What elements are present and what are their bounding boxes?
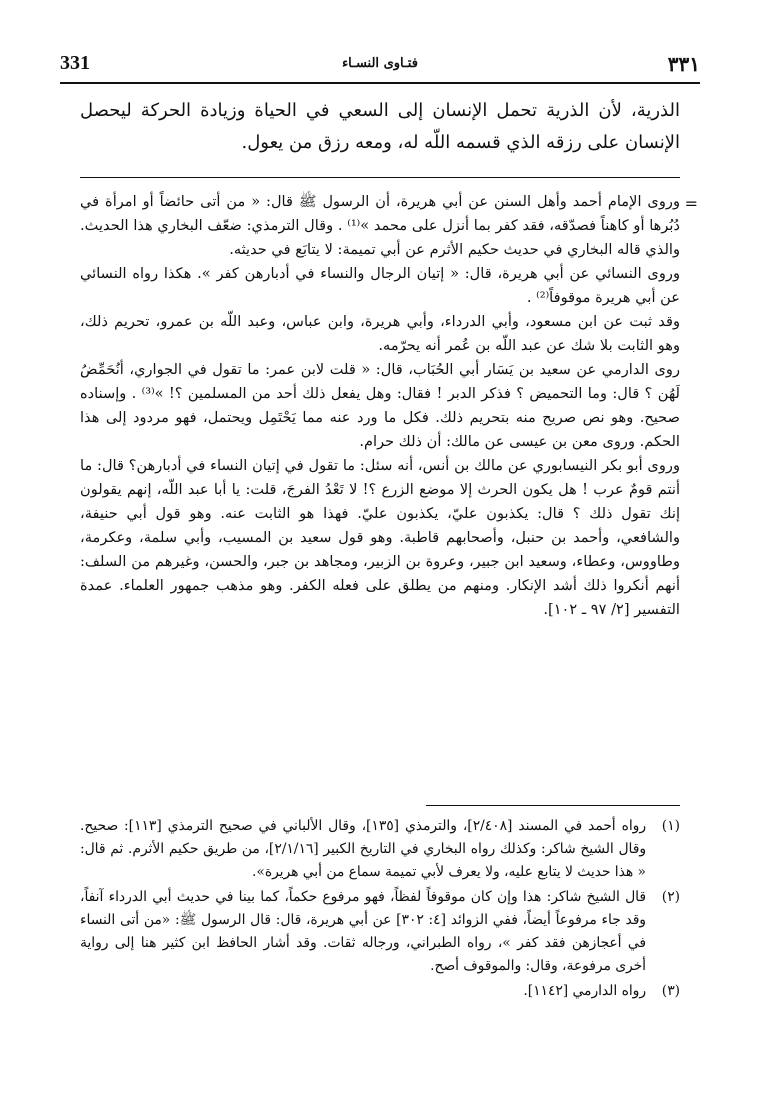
intro-paragraph: الذرية، لأن الذرية تحمل الإنسان إلى السعي في الحياة وزيادة الحركة ليحصل الإنسان على رزقه الذي قسمه اللّه له، ومعه رزق من يعول. <box>80 100 680 153</box>
quote-paragraph: روى الدارمي عن سعيد بن يَسَار أبي الحُبَاب، قال: « قلت لابن عمر: ما تقول في الجواري، أنُحَمِّضُ لَهُن ؟ قال: وما التحميض ؟ فذكر الدبر ! فقال: وهل يفعل ذلك أحد من المسلمين ؟! »⁽³⁾ . وإسناده صحيح. وهو نص صريح منه بتحريم ذلك. فكل ما ورد عنه مما يَحْتَمِل ويحتمل، فهو مردود إلى هذا الحكم. وروى معن بن عيسى عن مالك: أن ذلك حرام. <box>80 361 681 450</box>
footnote-text: رواه أحمد في المسند [٢/٤٠٨]، والترمذي [١٣٥]، وقال الألباني في صحيح الترمذي [١١٣]: صحيح. وقال الشيخ شاكر: وكذلك رواه البخاري في التاريخ الكبير [٢/١/١٦]، من طريق حكيم الأثرم. ثم قال: « هذا حديث لا يتابع عليه، ولا يعرف لأبي تميمة سماع من أبي هريرة». <box>80 818 646 880</box>
footnote-text: رواه الدارمي [١١٤٢]. <box>523 983 646 999</box>
footnote-text: قال الشيخ شاكر: هذا وإن كان موقوفاً لفظاً، فهو مرفوع حكماً، كما بينا في حديث أبي الدرداء آنفاً، وقد جاء مرفوعاً أيضاً، ففي الزوائد [٤: ٣٠٢] عن أبي هريرة، قال: قال الرسول ﷺ: «من أتى النساء في أعجازهن فقد كفر »، رواه الطبراني، ورجاله ثقات. وقد أشار الحافظ ابن كثير هنا إلى رواية أخرى مرفوعة، وقال: والموقوف أصح. <box>80 889 646 974</box>
quoted-footnote-body <box>80 190 680 622</box>
page-number-arabic: ٣٣١ <box>667 52 700 76</box>
footnote <box>80 815 680 884</box>
page-header <box>60 52 700 82</box>
quote-paragraph: وروى الإمام أحمد وأهل السنن عن أبي هريرة، أن الرسول ﷺ قال: « من أتى حائضاً أو امرأة في دُبُرها أو كاهناً فصدّقه، فقد كفر بما أنزل على محمد »⁽¹⁾ . وقال الترمذي: ضعّف البخاري هذا الحديث. والذي قاله البخاري في حديث حكيم الأثرم عن أبي تميمة: لا يتابَع في حديثه. <box>80 193 680 258</box>
footnote <box>80 886 680 978</box>
footnotes <box>80 815 680 1005</box>
footnote-number: (١) <box>661 818 680 834</box>
continuation-mark: = <box>684 194 698 213</box>
footnote-number: (٢) <box>661 889 680 905</box>
running-title: فتـاوى النسـاء <box>342 56 418 71</box>
footnote-rule <box>426 805 680 806</box>
quote-paragraph: وقد ثبت عن ابن مسعود، وأبي الدرداء، وأبي هريرة، وابن عباس، وعبد اللّه بن عمرو، تحريم ذلك، وهو الثابت بلا شك عن عبد اللّه بن عُمر أنه يحرّمه. <box>80 313 680 354</box>
section-rule <box>80 177 680 178</box>
header-rule <box>60 82 700 84</box>
quote-paragraph: وروى النسائي عن أبي هريرة، قال: « إتيان الرجال والنساء في أدبارهن كفر ». هكذا رواه النسائي عن أبي هريرة موقوفاً⁽²⁾ . <box>80 265 680 306</box>
footnote-number: (٣) <box>661 983 680 999</box>
quote-paragraph: وروى أبو بكر النيسابوري عن مالك بن أنس، أنه سئل: ما تقول في إتيان النساء في أدبارهن؟ قال: ما أنتم قومٌ عرب ! هل يكون الحرث إلا موضع الزرع ؟! لا تَعْدُ الفرجَ، قلت: يا أبا عبد اللّه، إنهم يقولون إنك تقول ذلك ؟ قال: يكذبون عليّ، يكذبون عليّ. فهذا هو الثابت عنه. وهو قول أبي حنيفة، والشافعي، وأحمد بن حنبل، وأصحابهم قاطبة. وهو قول سعيد بن المسيب، وأبي سلمة، وعكرمة، وطاووس، وعطاء، وسعيد ابن جبير، وعروة بن الزبير، ومجاهد بن جبر، والحسن، وغيرهم من السلف: أنهم أنكروا ذلك أشد الإنكار. ومنهم من يطلق على فعله الكفر. وهو مذهب جمهور العلماء. عمدة التفسير [٢/ ٩٧ ـ ١٠٢]. <box>80 457 680 618</box>
page-number-latin: 331 <box>60 52 90 74</box>
footnote <box>80 980 680 1003</box>
